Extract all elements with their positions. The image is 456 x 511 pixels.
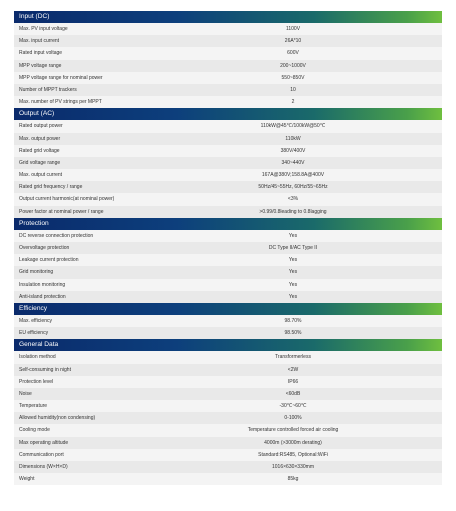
spec-value: <60dB bbox=[285, 390, 301, 397]
spec-row bbox=[14, 169, 442, 181]
spec-row bbox=[14, 254, 442, 266]
spec-value: 4000m (>3000m derating) bbox=[264, 439, 322, 446]
spec-label: Max. input current bbox=[19, 38, 60, 45]
spec-label: Leakage current protection bbox=[19, 257, 79, 264]
spec-value: 600V bbox=[287, 50, 299, 57]
spec-row bbox=[14, 291, 442, 303]
spec-label: Communication port bbox=[19, 451, 64, 458]
spec-value: Yes bbox=[288, 232, 298, 239]
spec-value: Yes bbox=[288, 281, 298, 288]
spec-row bbox=[14, 23, 442, 35]
spec-value: Transformerless bbox=[275, 354, 311, 361]
section-general-data bbox=[14, 339, 442, 485]
spec-row bbox=[14, 193, 442, 205]
spec-row bbox=[14, 206, 442, 218]
spec-row bbox=[14, 120, 442, 132]
spec-label: Dimensions (W×H×D) bbox=[19, 464, 68, 470]
spec-value: <3% bbox=[287, 196, 299, 203]
spec-label: Self-consuming in night bbox=[19, 366, 71, 373]
spec-label: Max. efficiency bbox=[19, 317, 52, 324]
spec-row bbox=[14, 133, 442, 145]
spec-row bbox=[14, 60, 442, 72]
spec-value: 380V/400V bbox=[280, 147, 306, 154]
spec-row bbox=[14, 351, 442, 363]
spec-value: 50Hz/45~55Hz, 60Hz/55~65Hz bbox=[258, 184, 328, 191]
spec-value: 0-100% bbox=[284, 415, 302, 422]
spec-value: Standard:RS485, Optional:WiFi bbox=[258, 451, 328, 458]
spec-value: 98.50% bbox=[284, 330, 302, 337]
spec-row bbox=[14, 230, 442, 242]
spec-label: Rated grid voltage bbox=[19, 147, 60, 154]
spec-value: <2W bbox=[287, 366, 299, 373]
spec-label: Rated grid frequency / range bbox=[19, 184, 83, 191]
spec-value: 1100V bbox=[285, 26, 301, 32]
spec-label: Rated output power bbox=[19, 123, 63, 130]
spec-value: -30℃~60℃ bbox=[279, 403, 307, 410]
spec-label: Cooling mode bbox=[19, 427, 50, 434]
spec-row bbox=[14, 437, 442, 449]
spec-label: MPP voltage range for nominal power bbox=[19, 74, 103, 81]
section-header: Protection bbox=[14, 218, 442, 230]
spec-label: Grid monitoring bbox=[19, 269, 54, 276]
spec-row bbox=[14, 449, 442, 461]
spec-value: 167A@380V;158.8A@400V bbox=[261, 172, 325, 179]
spec-row bbox=[14, 473, 442, 485]
spec-label: Output current harmonic(at nominal power) bbox=[19, 196, 115, 203]
spec-label: Isolation method bbox=[19, 354, 56, 361]
spec-row bbox=[14, 145, 442, 157]
spec-label: Grid voltage range bbox=[19, 159, 61, 166]
spec-row bbox=[14, 279, 442, 291]
section-header: Input (DC) bbox=[14, 11, 442, 23]
spec-value: 110kW@45℃/100kW@50℃ bbox=[260, 123, 326, 130]
spec-value: 200~1000V bbox=[280, 62, 306, 69]
spec-value: DC Type II/AC Type II bbox=[268, 245, 318, 251]
spec-value: 2 bbox=[291, 99, 295, 106]
section-input-dc bbox=[14, 11, 442, 108]
spec-value: 85kg bbox=[287, 476, 299, 483]
spec-row bbox=[14, 35, 442, 47]
spec-label: Rated input voltage bbox=[19, 50, 63, 57]
spec-value: >0.99/0.8leading to 0.8lagging bbox=[259, 208, 327, 215]
spec-row bbox=[14, 412, 442, 424]
section-efficiency bbox=[14, 303, 442, 339]
section-header: Output (AC) bbox=[14, 108, 442, 120]
spec-row bbox=[14, 376, 442, 388]
spec-label: Max. number of PV strings per MPPT bbox=[19, 99, 102, 106]
spec-label: Allowed humidity(non condensing) bbox=[19, 415, 96, 422]
spec-label: Max. PV input voltage bbox=[19, 26, 68, 32]
spec-row bbox=[14, 72, 442, 84]
spec-label: Anti-island protection bbox=[19, 293, 66, 300]
spec-label: Max. output current bbox=[19, 172, 63, 179]
spec-row bbox=[14, 364, 442, 376]
spec-value: 550~850V bbox=[281, 74, 305, 81]
spec-row bbox=[14, 157, 442, 169]
spec-label: Number of MPPT trackers bbox=[19, 86, 77, 93]
spec-value: 1016×630×330mm bbox=[272, 464, 314, 470]
spec-label: Max. output power bbox=[19, 135, 61, 142]
spec-value: 98.70% bbox=[284, 317, 302, 324]
spec-value: 26A*10 bbox=[284, 38, 302, 45]
spec-value: Temperature controlled forced air cooling bbox=[247, 427, 339, 434]
spec-value: 110kW bbox=[285, 135, 301, 142]
spec-row bbox=[14, 327, 442, 339]
spec-label: MPP voltage range bbox=[19, 62, 62, 69]
section-output-ac bbox=[14, 108, 442, 218]
spec-label: Overvoltage protection bbox=[19, 245, 70, 251]
section-header: Efficiency bbox=[14, 303, 442, 315]
spec-row bbox=[14, 181, 442, 193]
spec-row bbox=[14, 388, 442, 400]
spec-label: Temperature bbox=[19, 403, 48, 410]
spec-row bbox=[14, 47, 442, 59]
spec-value: 10 bbox=[290, 86, 296, 93]
spec-value: Yes bbox=[288, 293, 298, 300]
spec-row bbox=[14, 242, 442, 254]
spec-value: Yes bbox=[288, 269, 298, 276]
spec-value: 340~440V bbox=[281, 159, 305, 166]
spec-label: Power factor at nominal power / range bbox=[19, 208, 104, 215]
spec-row bbox=[14, 315, 442, 327]
spec-label: Max operating altitude bbox=[19, 439, 69, 446]
spec-sheet bbox=[14, 11, 442, 485]
spec-value: IP66 bbox=[287, 378, 299, 385]
spec-row bbox=[14, 96, 442, 108]
spec-value: Yes bbox=[288, 257, 298, 264]
spec-label: EU efficiency bbox=[19, 330, 49, 337]
section-protection bbox=[14, 218, 442, 303]
spec-label: Insulation monitoring bbox=[19, 281, 66, 288]
spec-row bbox=[14, 84, 442, 96]
spec-label: Weight bbox=[19, 476, 35, 483]
spec-label: Noise bbox=[19, 390, 32, 397]
spec-label: DC reverse connection protection bbox=[19, 232, 94, 239]
spec-row bbox=[14, 400, 442, 412]
spec-row bbox=[14, 266, 442, 278]
spec-row bbox=[14, 461, 442, 473]
section-header: General Data bbox=[14, 339, 442, 351]
spec-label: Protection level bbox=[19, 378, 54, 385]
spec-row bbox=[14, 424, 442, 436]
